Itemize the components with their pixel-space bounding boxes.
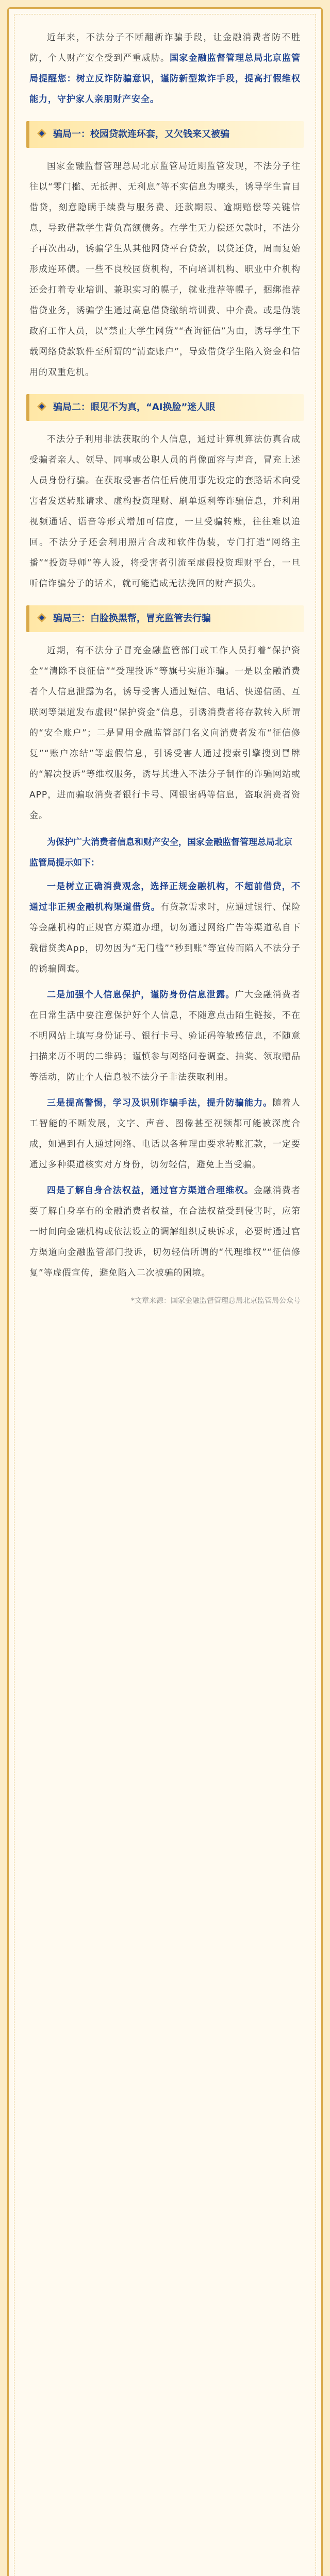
- section-heading-3: [26, 605, 304, 632]
- advice-item-3: [29, 1093, 301, 1175]
- section-paragraph: 不法分子利用非法获取的个人信息，通过计算机算法仿真合成受骗者亲人、领导、同事或公职人员的肖像面容与声音，冒充上述人员身份行骗。在获取受害者信任后使用事先设定的套路话术向受害者发送转账请求、虚构投资理财、刷单返利等诈骗信息，并利用视频通话、语音等形式增加可信度，一旦受骗转账，往往难以追回。不法分子还会利用照片合成和软件伪装，专门打造“网络主播”“投资导师”等人设，将受害者引流至虚假投资理财平台，一旦听信诈骗分子的话术，就可能造成无法挽回的财产损失。: [29, 434, 301, 589]
- advice-text: 有贷款需求时，应通过银行、保险等金融机构的正规官方渠道办理，切勿通过网络广告等渠道私自下载借贷类App，切勿因为“无门槛”“秒到账”等宣传而陷入不法分子的诱骗圈套。: [29, 902, 301, 974]
- section-heading-1: [26, 121, 304, 148]
- section-heading-text: 骗局二：眼见不为真，“AI换脸”迷人眼: [53, 402, 216, 413]
- advice-item-1: [29, 876, 301, 979]
- diamond-icon: [37, 128, 47, 139]
- intro-emphasis: 国家金融监督管理总局北京监管局提醒您：树立反诈防骗意识，谨防新型欺诈手段，提高打假维权能力，守护家人亲朋财产安全。: [29, 53, 301, 105]
- advice-text: 广大金融消费者在日常生活中要注意保护好个人信息，不随意点击陌生链接，不在不明网站上填写身份证号、银行卡号、验证码等敏感信息，不随意扫描来历不明的二维码；谨慎参与网络问卷调查、抽奖、领取赠品等活动，防止个人信息被不法分子非法获取利用。: [29, 990, 301, 1082]
- section-heading-text: 骗局一：校园贷款连环套，又欠钱来又被骗: [53, 129, 229, 140]
- intro-text: 近年来，不法分子不断翻新诈骗手段，让金融消费者防不胜防，个人财产安全受到严重威胁。: [29, 32, 301, 63]
- advice-text: 金融消费者要了解自身享有的金融消费者权益，在合法权益受到侵害时，应第一时间向金融机构或依法设立的调解组织反映诉求，必要时通过官方渠道向金融监管部门投诉，切勿轻信所谓的“代理维权”“征信修复”等虚假宣传，避免陷入二次被骗的困境。: [29, 1185, 301, 1278]
- intro-paragraph: [29, 27, 301, 110]
- advice-item-4: [29, 1180, 301, 1283]
- advice-item-2: [29, 985, 301, 1088]
- advice-lead: 四是了解自身合法权益，通过官方渠道合理维权。: [47, 1185, 254, 1196]
- advice-lead: 一是树立正确消费观念，选择正规金融机构，不超前借贷，不通过非正规金融机构渠道借贷。: [29, 882, 301, 912]
- advice-text: 随着人工智能的不断发展，文字、声音、图像甚至视频都可能被深度合成，如遇到有人通过网络、电话以各种理由要求转账汇款，一定要通过多种渠道核实对方身份，切勿轻信，避免上当受骗。: [29, 1098, 301, 1170]
- diamond-icon: [37, 401, 47, 412]
- section-paragraph: 近期，有不法分子冒充金融监管部门或工作人员打着“保护资金”“清除不良征信”“受理投诉”等旗号实施诈骗。一是以金融消费者个人信息泄露为名，诱导受害人通过短信、电话、快递信函、互联网等渠道发布虚假“保护资金”信息，引诱消费者将存款转入所谓的“安全账户”；二是冒用金融监管部门名义向消费者发布“征信修复”“账户冻结”等虚假信息，引诱受害人通过搜索引擎搜到冒牌的“解决投诉”等维权服务，诱导其进入不法分子制作的诈骗网站或APP，进而骗取消费者银行卡号、网银密码等信息，盗取消费者资金。: [29, 646, 301, 821]
- advice-intro: 为保护广大消费者信息和财产安全，国家金融监督管理总局北京监管局提示如下：: [29, 837, 292, 868]
- article-content: [9, 9, 321, 1326]
- advice-lead: 二是加强个人信息保护，谨防身份信息泄露。: [47, 990, 235, 1000]
- diamond-icon: [37, 613, 47, 623]
- article-frame: [7, 7, 323, 2576]
- advice-lead: 三是提高警惕，学习及识别诈骗手法，提升防骗能力。: [47, 1098, 273, 1108]
- section-heading-text: 骗局三：白脸换黑帮，冒充监管去行骗: [53, 613, 211, 624]
- section-heading-2: [26, 394, 304, 421]
- section-paragraph: 国家金融监督管理总局北京监管局近期监管发现，不法分子往往以“零门槛、无抵押、无利息”等不实信息为噱头，诱导学生盲目借贷，刻意隐瞒手续费与服务费、还款期限、逾期赔偿等关键信息，导致借款学生背负高额债务。在学生无力偿还欠款时，不法分子再次出动，诱骗学生从其他网贷平台贷款，以贷还贷，周而复始形成连环债。一些不良校园贷机构，不向培训机构、职业中介机构还会打着专业培训、兼职实习的幌子，就业推荐等幌子，捆绑推荐借贷业务，诱骗学生通过高息借贷缴纳培训费、中介费。或是伪装政府工作人员，以“禁止大学生网贷”“查询征信”为由，诱导学生下载网络贷款软件至所谓的“清查账户”，导致借贷学生陷入资金和信用的双重危机。: [29, 161, 301, 378]
- article-source: *文章来源：国家金融监督管理总局北京监管局公众号: [131, 1297, 301, 1305]
